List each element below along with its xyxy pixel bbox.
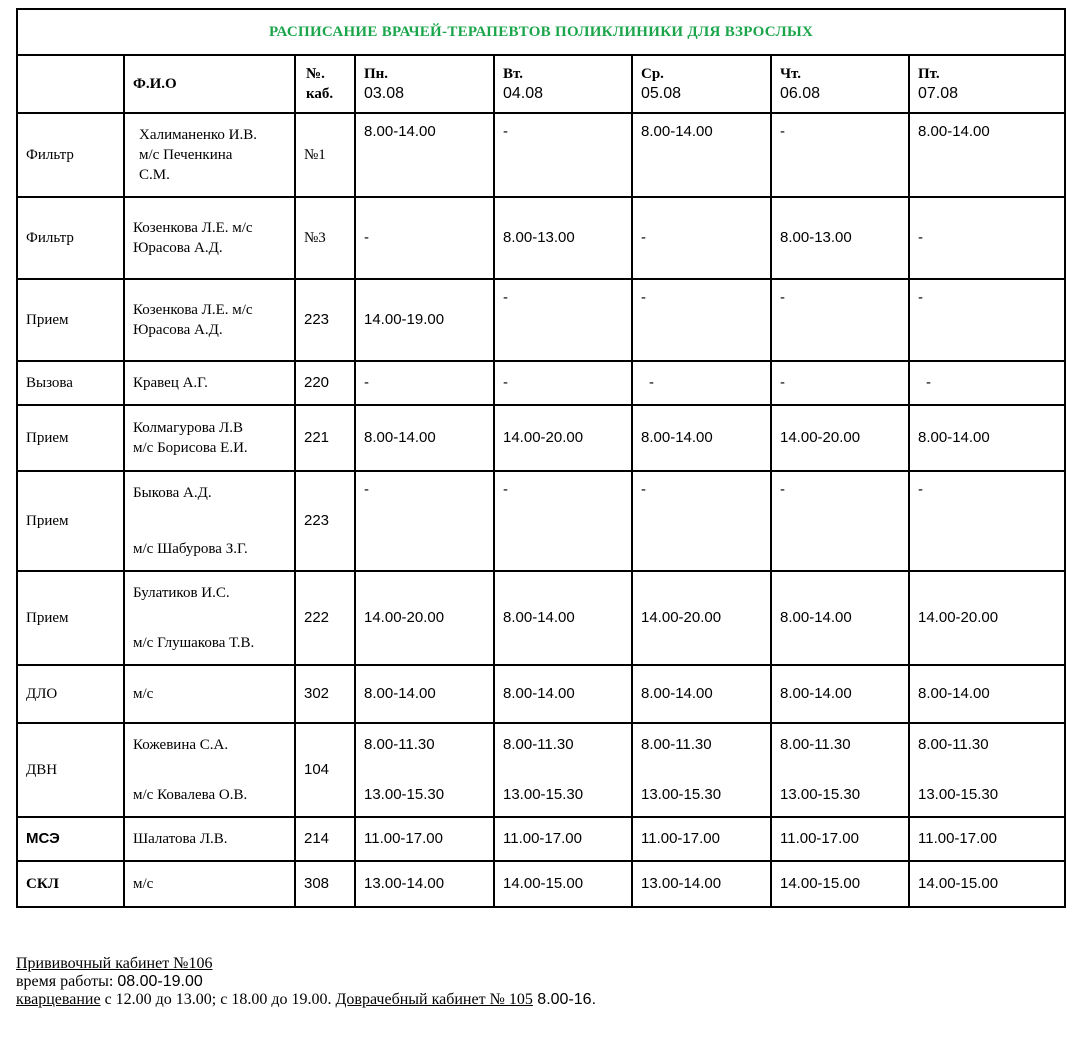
row-time-tue: 8.00-14.00 [494,571,632,665]
table-row [17,817,1065,861]
row-time-tue: 8.00-11.30 13.00-15.30 [494,723,632,817]
row-time-fri: 8.00-11.30 13.00-15.30 [909,723,1065,817]
row-time-wed: 8.00-11.30 13.00-15.30 [632,723,771,817]
doctor-name: Быкова А.Д. [133,485,212,501]
table-row [17,571,1065,665]
header-day-wed: Ср. 05.08 [632,55,771,113]
row-time-tue: 8.00-14.00 [494,665,632,723]
quartz-text: с 12.00 до 13.00; с 18.00 до 19.00. [100,991,336,1008]
row-type: ДЛО [17,665,124,723]
nurse-name: м/с Глушакова Т.В. [133,635,255,651]
table-row [17,361,1065,405]
table-row [17,471,1065,571]
row-time-wed: 8.00-14.00 [632,665,771,723]
row-time-tue: - [494,361,632,405]
row-time-thu: 8.00-13.00 [771,197,909,279]
row-room: 223 [295,279,355,361]
row-staff [124,197,295,279]
row-time-mon: - [355,361,494,405]
table-row [17,665,1065,723]
row-time-fri: 14.00-15.00 [909,861,1065,907]
row-time-thu: 14.00-15.00 [771,861,909,907]
doctor-name: Булатиков И.С. [133,585,230,601]
doctor-name: Кравец А.Г. [133,375,208,391]
table-row [17,279,1065,361]
header-day-mon: Пн. 03.08 [355,55,494,113]
row-time-fri: 14.00-20.00 [909,571,1065,665]
doctor-name: Козенкова Л.Е. м/с [133,302,253,318]
doctor-name: Халиманенко И.В. [139,127,258,143]
row-room: 308 [295,861,355,907]
quartz-label: кварцевание [16,991,101,1008]
row-time-mon: 14.00-19.00 [355,279,494,361]
row-type: Прием [17,279,124,361]
header-empty-cell [17,55,124,113]
nurse-name: м/с [133,686,154,702]
row-time-thu: - [771,361,909,405]
row-time-fri: - [909,197,1065,279]
header-day-thu: Чт. 06.08 [771,55,909,113]
vaccination-room-heading: Прививочный кабинет №106 [16,955,213,972]
doctor-name: Кожевина С.А. [133,737,229,753]
row-room: №3 [295,197,355,279]
row-time-thu: - [771,279,909,361]
row-time-mon: 8.00-11.30 13.00-15.30 [355,723,494,817]
row-time-fri: - [909,361,1065,405]
row-time-wed: 14.00-20.00 [632,571,771,665]
table-row [17,723,1065,817]
row-time-wed: - [632,361,771,405]
row-staff [124,665,295,723]
nurse-name: Юрасова А.Д. [133,240,223,256]
row-time-wed: - [632,279,771,361]
row-time-tue: 11.00-17.00 [494,817,632,861]
row-type: СКЛ [17,861,124,907]
schedule-table [16,8,1066,908]
row-type: Прием [17,405,124,471]
row-room: 221 [295,405,355,471]
row-time-fri: - [909,279,1065,361]
doctor-name: Колмагурова Л.В [133,420,243,436]
nurse-name: Юрасова А.Д. [133,322,223,338]
nurse-name: м/с Борисова Е.И. [133,440,248,456]
table-row [17,113,1065,197]
row-room: 104 [295,723,355,817]
row-staff [124,471,295,571]
row-room: 302 [295,665,355,723]
work-time-line [16,973,596,991]
row-time-wed: 11.00-17.00 [632,817,771,861]
row-time-thu: - [771,113,909,197]
row-staff [124,405,295,471]
row-time-mon: 8.00-14.00 [355,405,494,471]
row-type: Вызова [17,361,124,405]
row-time-tue: - [494,471,632,571]
row-time-fri: - [909,471,1065,571]
row-staff [124,113,295,197]
row-time-tue: - [494,279,632,361]
nurse-name: м/с Ковалева О.В. [133,787,248,803]
row-time-tue: 14.00-15.00 [494,861,632,907]
prevrach-room-label: Доврачебный кабинет № 105 [335,991,533,1008]
row-time-fri: 8.00-14.00 [909,113,1065,197]
table-row [17,197,1065,279]
row-staff [124,571,295,665]
nurse-name: м/с [133,876,154,892]
row-room: 220 [295,361,355,405]
row-room: №1 [295,113,355,197]
header-row [17,55,1065,113]
row-time-wed: - [632,197,771,279]
nurse-name: м/с Печенкина [139,147,233,163]
row-time-thu: 11.00-17.00 [771,817,909,861]
row-time-thu: 14.00-20.00 [771,405,909,471]
row-time-tue: - [494,113,632,197]
row-staff [124,861,295,907]
row-time-mon: 8.00-14.00 [355,113,494,197]
schedule-title: РАСПИСАНИЕ ВРАЧЕЙ-ТЕРАПЕВТОВ ПОЛИКЛИНИКИ ДЛЯ ВЗРОСЛЫХ [17,9,1065,55]
work-time-label: время работы: [16,973,118,990]
prevrach-room-time: 8.00-16. [532,991,597,1008]
header-room: №. каб. [295,55,355,113]
nurse-name-cont: С.М. [139,167,170,183]
row-staff [124,361,295,405]
row-staff [124,279,295,361]
row-type: ДВН [17,723,124,817]
row-time-tue: 14.00-20.00 [494,405,632,471]
row-room: 223 [295,471,355,571]
row-time-fri: 8.00-14.00 [909,405,1065,471]
header-day-fri: Пт. 07.08 [909,55,1065,113]
row-room: 222 [295,571,355,665]
row-time-thu: - [771,471,909,571]
row-time-mon: 14.00-20.00 [355,571,494,665]
row-time-fri: 8.00-14.00 [909,665,1065,723]
row-room: 214 [295,817,355,861]
footer-notes [16,955,596,1009]
doctor-name: Шалатова Л.В. [133,831,228,847]
quartz-line [16,991,596,1009]
row-time-wed: 13.00-14.00 [632,861,771,907]
row-staff [124,723,295,817]
row-time-thu: 8.00-11.30 13.00-15.30 [771,723,909,817]
row-time-thu: 8.00-14.00 [771,571,909,665]
row-type: Прием [17,471,124,571]
header-day-tue: Вт. 04.08 [494,55,632,113]
row-type: МСЭ [17,817,124,861]
row-time-mon: 13.00-14.00 [355,861,494,907]
table-row [17,861,1065,907]
nurse-name: м/с Шабурова З.Г. [133,541,248,557]
row-time-thu: 8.00-14.00 [771,665,909,723]
row-staff [124,817,295,861]
row-time-wed: 8.00-14.00 [632,113,771,197]
table-row [17,405,1065,471]
row-time-mon: 11.00-17.00 [355,817,494,861]
row-time-fri: 11.00-17.00 [909,817,1065,861]
row-type: Прием [17,571,124,665]
row-time-mon: - [355,197,494,279]
work-time-value: 08.00-19.00 [117,973,203,990]
row-time-mon: 8.00-14.00 [355,665,494,723]
doctor-name: Козенкова Л.Е. м/с [133,220,253,236]
row-type: Фильтр [17,197,124,279]
row-time-wed: - [632,471,771,571]
row-time-mon: - [355,471,494,571]
header-fio: Ф.И.О [124,55,295,113]
row-time-wed: 8.00-14.00 [632,405,771,471]
row-time-tue: 8.00-13.00 [494,197,632,279]
row-type: Фильтр [17,113,124,197]
